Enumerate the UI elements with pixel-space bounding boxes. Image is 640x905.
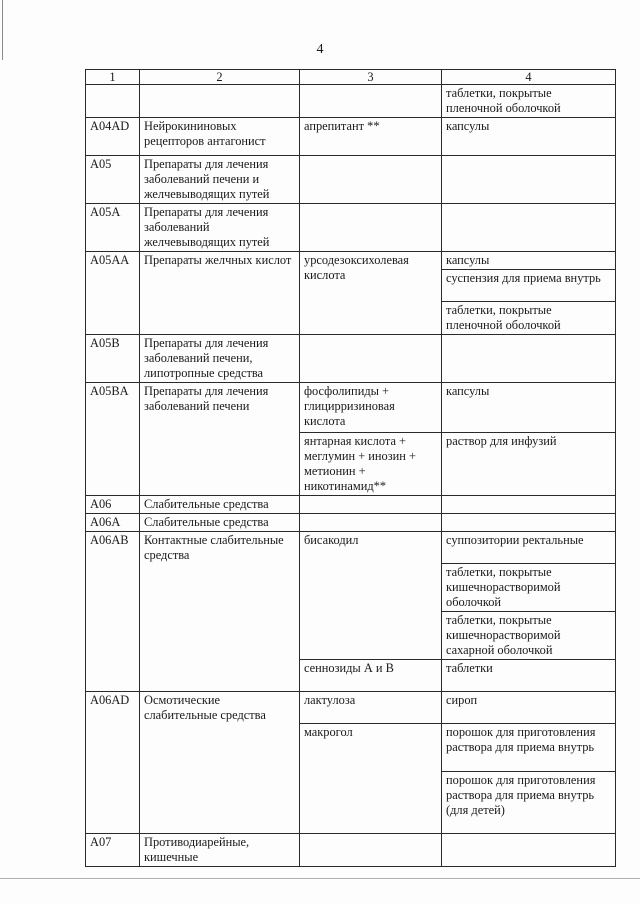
form-cell: капсулы — [442, 383, 616, 433]
drug-cell: апрепитант ** — [300, 118, 442, 156]
form-cell — [442, 496, 616, 514]
form-cell: таблетки — [442, 660, 616, 692]
form-cell — [442, 834, 616, 867]
form-cell — [442, 514, 616, 532]
name-cell: Осмотические слабительные средства — [140, 692, 300, 834]
form-cell: суспензия для приема внутрь — [442, 270, 616, 302]
table-row — [86, 496, 616, 514]
table-row — [86, 335, 616, 383]
page-number: 4 — [316, 42, 324, 57]
name-cell: Противодиарейные, кишечные — [140, 834, 300, 867]
drug-cell — [300, 834, 442, 867]
name-cell: Препараты для лечения заболеваний печени, липотропные средства — [140, 335, 300, 383]
column-header-4: 4 — [442, 70, 616, 85]
drug-cell: янтарная кислота + меглумин + инозин + метионин + никотинамид** — [300, 433, 442, 496]
code-cell: A06A — [86, 514, 140, 532]
name-cell: Слабительные средства — [140, 496, 300, 514]
drug-cell — [300, 204, 442, 252]
table-row — [86, 204, 616, 252]
code-cell: A06 — [86, 496, 140, 514]
drug-cell — [300, 335, 442, 383]
code-cell: A04AD — [86, 118, 140, 156]
form-cell: капсулы — [442, 118, 616, 156]
code-cell: A05AA — [86, 252, 140, 335]
form-cell: таблетки, покрытые кишечнорастворимой сахарной оболочкой — [442, 612, 616, 660]
name-cell — [140, 85, 300, 118]
drug-cell — [300, 496, 442, 514]
column-header-1: 1 — [86, 70, 140, 85]
form-cell: таблетки, покрытые пленочной оболочкой — [442, 85, 616, 118]
table-row — [86, 252, 616, 270]
code-cell: A05BA — [86, 383, 140, 496]
code-cell: A05B — [86, 335, 140, 383]
table-row — [86, 692, 616, 724]
name-cell: Контактные слабительные средства — [140, 532, 300, 692]
table-row — [86, 383, 616, 433]
drug-cell: фосфолипиды + глицирризиновая кислота — [300, 383, 442, 433]
form-cell — [442, 204, 616, 252]
drug-cell: лактулоза — [300, 692, 442, 724]
form-cell: раствор для инфузий — [442, 433, 616, 496]
form-cell: суппозитории ректальные — [442, 532, 616, 564]
table-row — [86, 118, 616, 156]
drug-cell: бисакодил — [300, 532, 442, 660]
drug-cell — [300, 85, 442, 118]
column-header-3: 3 — [300, 70, 442, 85]
code-cell — [86, 85, 140, 118]
column-header-2: 2 — [140, 70, 300, 85]
drug-cell — [300, 514, 442, 532]
drug-cell — [300, 156, 442, 204]
drug-cell: сеннозиды А и В — [300, 660, 442, 692]
form-cell: таблетки, покрытые кишечнорастворимой оболочкой — [442, 564, 616, 612]
table-row — [86, 514, 616, 532]
name-cell: Слабительные средства — [140, 514, 300, 532]
code-cell: A06AD — [86, 692, 140, 834]
drug-cell: урсодезоксихолевая кислота — [300, 252, 442, 335]
table-header-row — [86, 70, 616, 85]
table-row — [86, 156, 616, 204]
code-cell: A05A — [86, 204, 140, 252]
table-row — [86, 834, 616, 867]
form-cell: порошок для приготовления раствора для приема внутрь — [442, 724, 616, 772]
name-cell: Препараты желчных кислот — [140, 252, 300, 335]
form-cell: порошок для приготовления раствора для приема внутрь (для детей) — [442, 772, 616, 834]
name-cell: Нейрокининовых рецепторов антагонист — [140, 118, 300, 156]
form-cell — [442, 335, 616, 383]
form-cell: капсулы — [442, 252, 616, 270]
name-cell: Препараты для лечения заболеваний желчевыводящих путей — [140, 204, 300, 252]
code-cell: A06AB — [86, 532, 140, 692]
name-cell: Препараты для лечения заболеваний печени и желчевыводящих путей — [140, 156, 300, 204]
code-cell: A05 — [86, 156, 140, 204]
name-cell: Препараты для лечения заболеваний печени — [140, 383, 300, 496]
table-row — [86, 85, 616, 118]
drug-classification-table — [85, 69, 616, 867]
form-cell: сироп — [442, 692, 616, 724]
code-cell: A07 — [86, 834, 140, 867]
form-cell: таблетки, покрытые пленочной оболочкой — [442, 302, 616, 335]
drug-cell: макрогол — [300, 724, 442, 834]
table-row — [86, 532, 616, 564]
scan-bottom-line — [0, 878, 640, 879]
form-cell — [442, 156, 616, 204]
